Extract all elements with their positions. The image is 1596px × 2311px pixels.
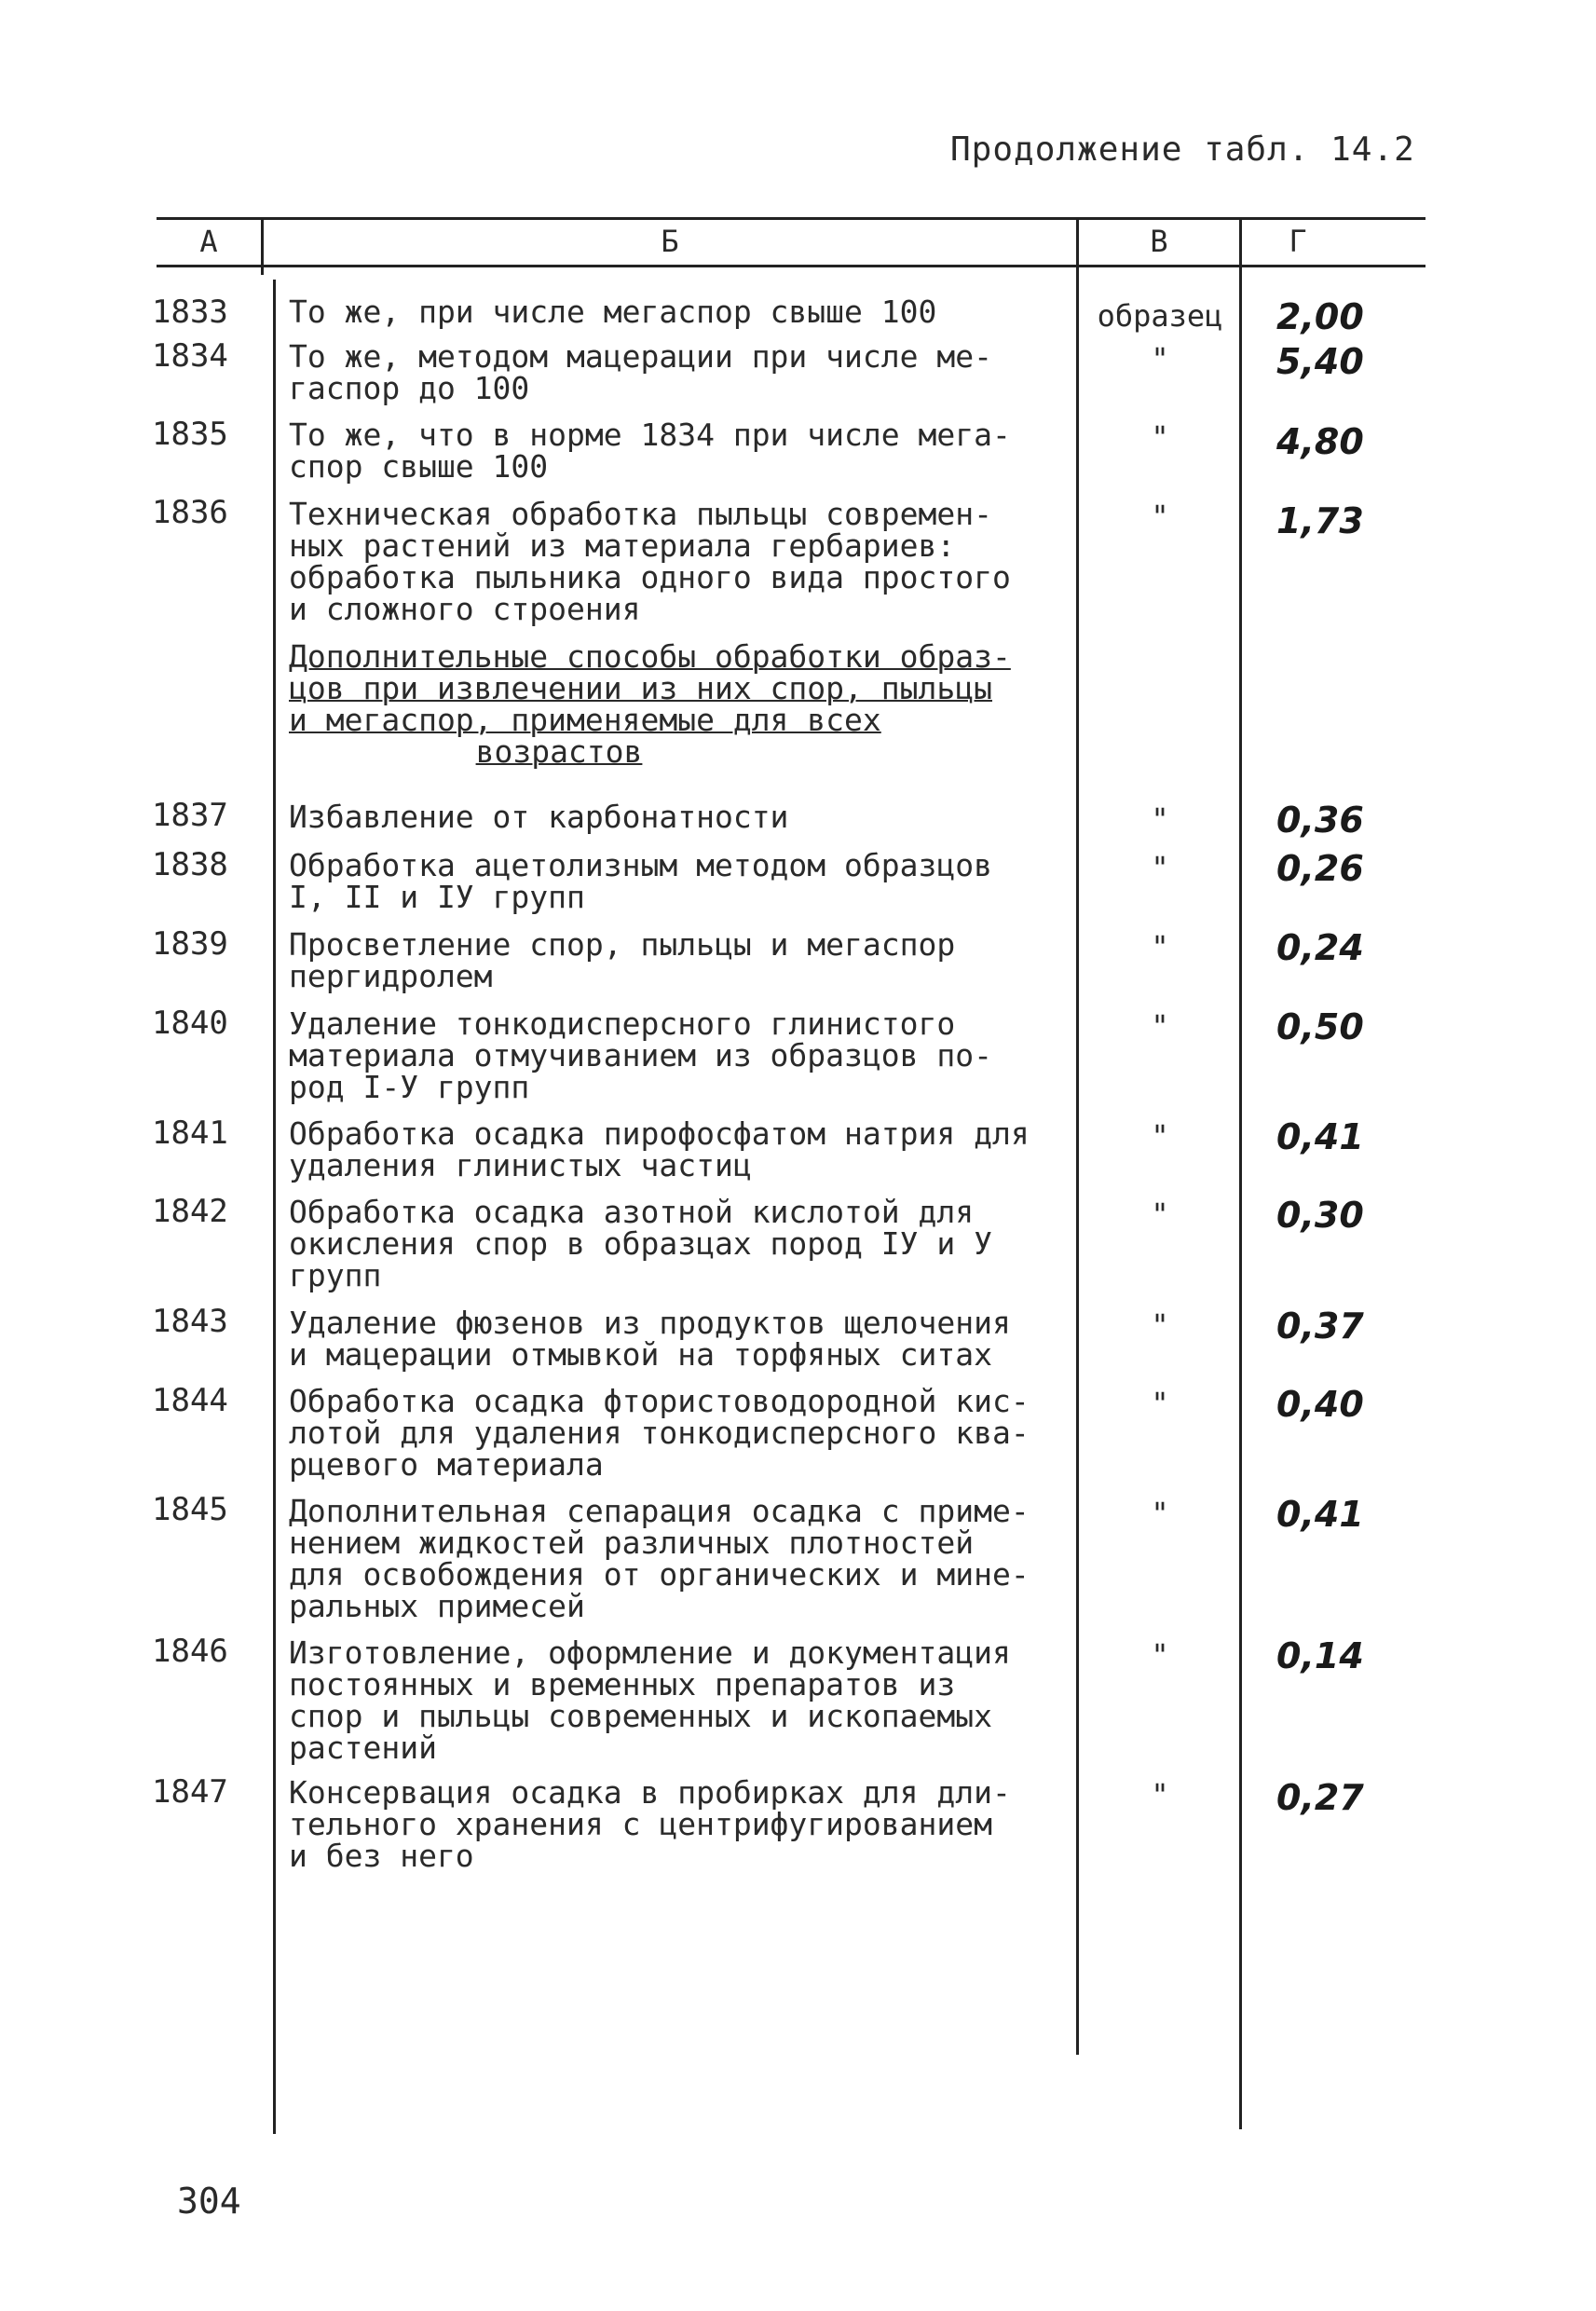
continuation-caption: Продолжение табл. 14.2: [950, 130, 1415, 169]
row-code: 1836: [152, 494, 228, 531]
section-heading-line-1: Дополнительные способы обработки образ-: [289, 638, 1011, 675]
row-norm: 0,27: [1276, 1777, 1364, 1818]
row-norm: 5,40: [1276, 341, 1364, 382]
row-code: 1844: [152, 1382, 228, 1419]
row-description: Удаление фюзенов из продуктов щелочения и мацерации отмывкой на торфяных ситах: [289, 1305, 1011, 1373]
row-unit: ": [1151, 1197, 1169, 1232]
row-code: 1846: [152, 1633, 228, 1670]
page-number: 304: [177, 2181, 241, 2222]
row-unit: ": [1151, 1777, 1169, 1812]
row-norm: 0,26: [1276, 848, 1364, 889]
row-code: 1842: [152, 1193, 228, 1230]
row-description: Обработка ацетолизным методом образцов I, II и IУ групп: [289, 847, 992, 915]
row-unit: ": [1151, 801, 1169, 837]
row-description: Избавление от карбонатности: [289, 799, 789, 835]
row-description: Обработка осадка азотной кислотой для окисления спор в образцах пород IУ и У групп: [289, 1194, 992, 1293]
table-header-rule: [157, 265, 1425, 267]
row-unit: ": [1151, 850, 1169, 885]
row-description: То же, методом мацерации при числе ме- гаспор до 100: [289, 338, 992, 406]
column-divider-1-body: [273, 280, 276, 2134]
row-norm: 0,41: [1276, 1494, 1364, 1535]
row-description: Просветление спор, пыльцы и мегаспор пергидролем: [289, 926, 956, 994]
row-code: 1843: [152, 1303, 228, 1340]
row-code: 1845: [152, 1491, 228, 1528]
row-unit: ": [1151, 1307, 1169, 1343]
row-norm: 0,50: [1276, 1006, 1364, 1047]
row-norm: 0,14: [1276, 1635, 1364, 1676]
row-norm: 0,37: [1276, 1306, 1364, 1347]
row-norm: 0,40: [1276, 1384, 1364, 1425]
row-unit: образец: [1097, 298, 1223, 334]
section-heading-line-3: и мегаспор, применяемые для всех: [289, 702, 881, 738]
row-description: То же, что в норме 1834 при числе мега- спор свыше 100: [289, 417, 1011, 485]
row-norm: 0,41: [1276, 1116, 1364, 1157]
row-code: 1834: [152, 337, 228, 375]
section-heading-line-2: цов при извлечении из них спор, пыльцы: [289, 670, 992, 706]
row-unit: ": [1151, 341, 1169, 376]
row-norm: 2,00: [1276, 296, 1364, 337]
row-code: 1841: [152, 1114, 228, 1152]
row-norm: 4,80: [1276, 421, 1364, 462]
column-header-a: А: [199, 224, 218, 259]
column-header-g: Г: [1289, 224, 1307, 259]
row-code: 1847: [152, 1773, 228, 1811]
column-divider-3: [1239, 219, 1242, 2129]
row-description: Техническая обработка пыльцы современ- ных растений из материала гербариев: обработка пыльника одного вида простого и сложного строения: [289, 496, 1011, 627]
row-code: 1838: [152, 846, 228, 883]
row-unit: ": [1151, 1637, 1169, 1673]
section-heading-line-4: возрастов: [475, 733, 643, 770]
row-unit: ": [1151, 929, 1169, 964]
row-description: Обработка осадка пирофосфатом натрия для удаления глинистых частиц: [289, 1115, 1030, 1183]
section-heading: [289, 638, 1062, 770]
row-unit: ": [1151, 1118, 1169, 1154]
row-norm: 0,24: [1276, 927, 1364, 968]
row-code: 1833: [152, 294, 228, 331]
row-norm: 0,36: [1276, 800, 1364, 841]
row-unit: ": [1151, 499, 1169, 534]
row-description: То же, при числе мегаспор свыше 100: [289, 294, 937, 330]
row-code: 1840: [152, 1005, 228, 1042]
row-description: Консервация осадка в пробирках для дли- тельного хранения с центрифугированием и без него: [289, 1774, 1011, 1874]
row-description: Дополнительная сепарация осадка с приме- нением жидкостей различных плотностей для освобождения от органических и мине- ральных примесей: [289, 1493, 1030, 1624]
row-description: Удаление тонкодисперсного глинистого материала отмучиванием из образцов по- род I-У групп: [289, 1005, 992, 1105]
column-header-b: Б: [661, 224, 679, 259]
row-norm: 0,30: [1276, 1195, 1364, 1236]
row-norm: 1,73: [1276, 500, 1364, 541]
column-header-v: В: [1150, 224, 1168, 259]
row-unit: ": [1151, 1386, 1169, 1421]
row-unit: ": [1151, 419, 1169, 455]
row-code: 1835: [152, 416, 228, 453]
row-unit: ": [1151, 1008, 1169, 1044]
row-unit: ": [1151, 1496, 1169, 1531]
row-code: 1839: [152, 925, 228, 963]
row-code: 1837: [152, 797, 228, 834]
row-description: Обработка осадка фтористоводородной кис- лотой для удаления тонкодисперсного ква- рцевого материала: [289, 1383, 1030, 1483]
table-top-rule: [157, 217, 1425, 220]
row-description: Изготовление, оформление и документация постоянных и временных препаратов из спор и пыльцы современных и ископаемых растений: [289, 1634, 1011, 1766]
